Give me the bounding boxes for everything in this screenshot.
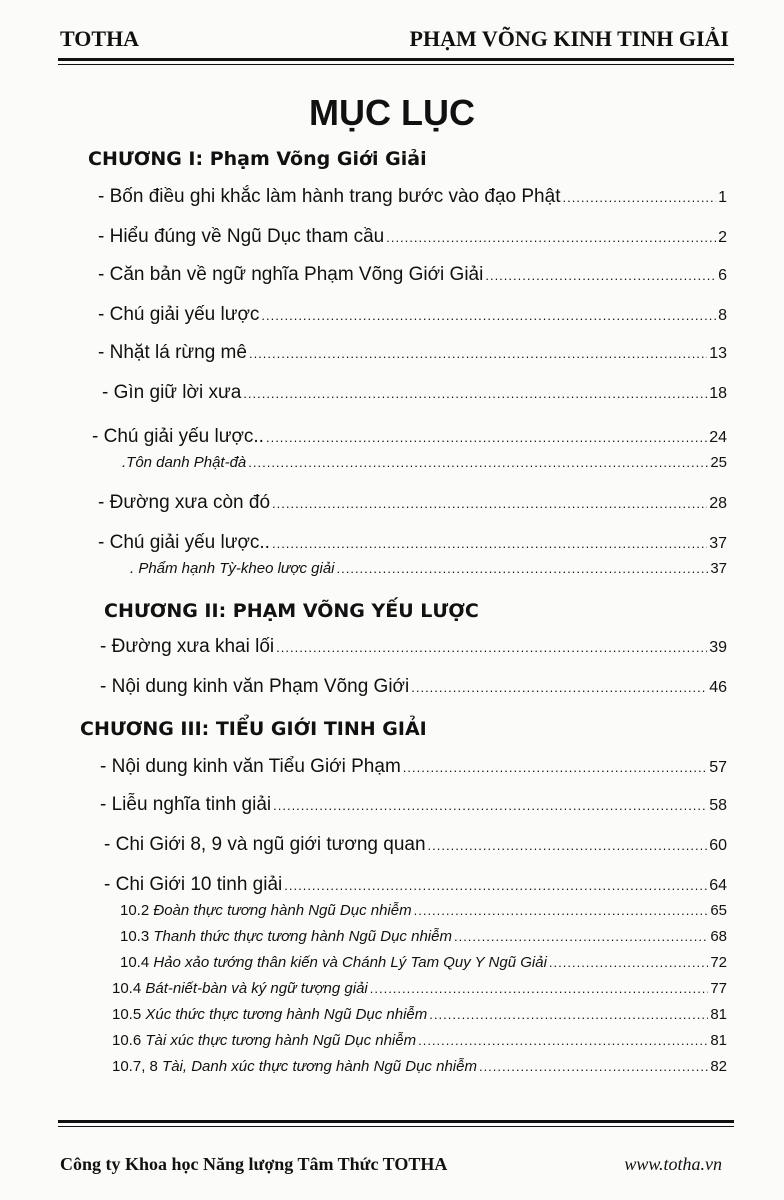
entry-number: 10.4 xyxy=(120,954,150,971)
entry-page-number: 68 xyxy=(710,928,727,945)
toc-entry[interactable] xyxy=(120,928,727,945)
entry-page-number: 81 xyxy=(710,1006,727,1023)
dot-leader xyxy=(454,928,708,945)
dot-leader xyxy=(276,636,707,658)
footer-rule xyxy=(58,1120,734,1123)
dot-leader xyxy=(549,954,708,971)
toc-entry[interactable] xyxy=(92,426,727,448)
page-title: MỤC LỤC xyxy=(309,92,475,133)
entry-page-number: 25 xyxy=(710,454,727,471)
entry-page-number: 65 xyxy=(710,902,727,919)
toc-entry[interactable] xyxy=(112,1006,727,1023)
entry-label: Hảo xảo tướng thân kiến và Chánh Lý Tam Quy Y Ngũ Giải xyxy=(153,954,547,971)
entry-label: - Nhặt lá rừng mê xyxy=(98,342,247,363)
dot-leader xyxy=(249,342,707,364)
entry-label: - Bốn điều ghi khắc làm hành trang bước vào đạo Phật xyxy=(98,186,561,207)
entry-label: - Hiểu đúng về Ngũ Dục tham cầu xyxy=(98,226,385,247)
toc-entry[interactable] xyxy=(120,902,727,919)
dot-leader xyxy=(403,756,707,778)
entry-label: - Nội dung kinh văn Tiểu Giới Phạm xyxy=(100,756,401,777)
dot-leader xyxy=(414,902,709,919)
entry-number: 10.5 xyxy=(112,1006,142,1023)
entry-page-number: 24 xyxy=(709,429,727,446)
dot-leader xyxy=(337,560,709,577)
dot-leader xyxy=(428,834,708,856)
entry-page-number: 60 xyxy=(709,837,727,854)
toc-entry[interactable] xyxy=(104,874,727,896)
entry-label: - Chi Giới 10 tinh giải xyxy=(104,874,283,895)
entry-page-number: 37 xyxy=(710,560,727,577)
footer-rule-thin xyxy=(58,1126,734,1127)
dot-leader xyxy=(272,492,707,514)
entry-label: - Liễu nghĩa tinh giải xyxy=(100,794,272,815)
entry-page-number: 58 xyxy=(709,797,727,814)
footer-company: Công ty Khoa học Năng lượng Tâm Thức TOTHA xyxy=(60,1154,448,1174)
dot-leader xyxy=(248,454,708,471)
dot-leader xyxy=(284,874,707,896)
entry-page-number: 77 xyxy=(710,980,727,997)
entry-label: - Gìn giữ lời xưa xyxy=(102,382,242,403)
toc-entry[interactable] xyxy=(102,382,727,404)
dot-leader xyxy=(479,1058,708,1075)
entry-page-number: 18 xyxy=(709,385,727,402)
toc-entry[interactable] xyxy=(98,304,727,326)
entry-page-number: 72 xyxy=(710,954,727,971)
toc-entry[interactable] xyxy=(98,186,727,208)
toc-entry[interactable] xyxy=(98,342,727,364)
entry-number: 10.3 xyxy=(120,928,150,945)
toc-entry[interactable] xyxy=(100,636,727,658)
toc-entry[interactable] xyxy=(100,756,727,778)
toc-entry[interactable] xyxy=(122,454,727,471)
entry-label: Đoàn thực tương hành Ngũ Dục nhiễm xyxy=(153,902,412,919)
toc-entry[interactable] xyxy=(112,1058,727,1075)
toc-entry[interactable] xyxy=(98,492,727,514)
entry-label: - Căn bản về ngữ nghĩa Phạm Võng Giới Giải xyxy=(98,264,484,285)
header-right: PHẠM VÕNG KINH TINH GIẢI xyxy=(409,26,729,51)
entry-page-number: 82 xyxy=(710,1058,727,1075)
entry-number: 10.4 xyxy=(112,980,142,997)
header-rule xyxy=(58,58,734,61)
dot-leader xyxy=(273,794,707,816)
entry-label: - Chi Giới 8, 9 và ngũ giới tương quan xyxy=(104,834,426,855)
entry-page-number: 6 xyxy=(718,267,727,284)
dot-leader xyxy=(261,304,716,326)
entry-label: Tài, Danh xúc thực tương hành Ngũ Dục nhiễm xyxy=(162,1058,477,1075)
footer-website: www.totha.vn xyxy=(624,1154,722,1174)
entry-label: - Chú giải yếu lược.. xyxy=(98,532,270,553)
toc-entry[interactable] xyxy=(112,980,727,997)
toc-entry[interactable] xyxy=(100,676,727,698)
entry-label: - Đường xưa còn đó xyxy=(98,492,271,513)
toc-entry[interactable] xyxy=(98,264,727,286)
entry-page-number: 57 xyxy=(709,759,727,776)
dot-leader xyxy=(418,1032,708,1049)
toc-entry[interactable] xyxy=(104,834,727,856)
entry-label: - Nội dung kinh văn Phạm Võng Giới xyxy=(100,676,410,697)
entry-label: - Chú giải yếu lược.. xyxy=(92,426,264,447)
entry-page-number: 46 xyxy=(709,679,727,696)
entry-number: 10.7, 8 xyxy=(112,1058,158,1075)
entry-label: Thanh thức thực tương hành Ngũ Dục nhiễm xyxy=(153,928,452,945)
entry-label: .Tôn danh Phật-đà xyxy=(122,454,247,471)
toc-entry[interactable] xyxy=(112,1032,727,1049)
toc-entry[interactable] xyxy=(100,794,727,816)
dot-leader xyxy=(243,382,707,404)
entry-page-number: 2 xyxy=(718,229,727,246)
entry-number: 10.2 xyxy=(120,902,150,919)
dot-leader xyxy=(562,186,716,208)
dot-leader xyxy=(485,264,716,286)
entry-page-number: 1 xyxy=(718,189,727,206)
entry-label: - Đường xưa khai lối xyxy=(100,636,275,657)
toc-entry[interactable] xyxy=(120,954,727,971)
entry-page-number: 28 xyxy=(709,495,727,512)
header-rule-thin xyxy=(58,64,734,65)
chapter-3-title: CHƯƠNG III: TIỂU GIỚI TINH GIẢI xyxy=(80,718,427,740)
chapter-2-title: CHƯƠNG II: PHẠM VÕNG YẾU LƯỢC xyxy=(104,600,479,622)
dot-leader xyxy=(411,676,707,698)
entry-label: . Phẩm hạnh Tỳ-kheo lược giải xyxy=(130,560,335,577)
dot-leader xyxy=(266,426,707,448)
entry-page-number: 37 xyxy=(709,535,727,552)
dot-leader xyxy=(272,532,707,554)
dot-leader xyxy=(429,1006,708,1023)
toc-entry[interactable] xyxy=(98,226,727,248)
entry-page-number: 64 xyxy=(709,877,727,894)
dot-leader xyxy=(370,980,709,997)
entry-label: Tài xúc thực tương hành Ngũ Dục nhiễm xyxy=(145,1032,417,1049)
entry-label: Bát-niết-bàn và ký ngữ tượng giải xyxy=(145,980,368,997)
header-left: TOTHA xyxy=(60,26,140,51)
toc-entry[interactable] xyxy=(98,532,727,554)
entry-number: 10.6 xyxy=(112,1032,142,1049)
dot-leader xyxy=(386,226,716,248)
entry-label: - Chú giải yếu lược xyxy=(98,304,260,325)
entry-page-number: 8 xyxy=(718,307,727,324)
chapter-1-title: CHƯƠNG I: Phạm Võng Giới Giải xyxy=(88,148,427,170)
entry-label: Xúc thức thực tương hành Ngũ Dục nhiễm xyxy=(145,1006,428,1023)
entry-page-number: 13 xyxy=(709,345,727,362)
entry-page-number: 81 xyxy=(710,1032,727,1049)
toc-entry[interactable] xyxy=(130,560,727,577)
entry-page-number: 39 xyxy=(709,639,727,656)
